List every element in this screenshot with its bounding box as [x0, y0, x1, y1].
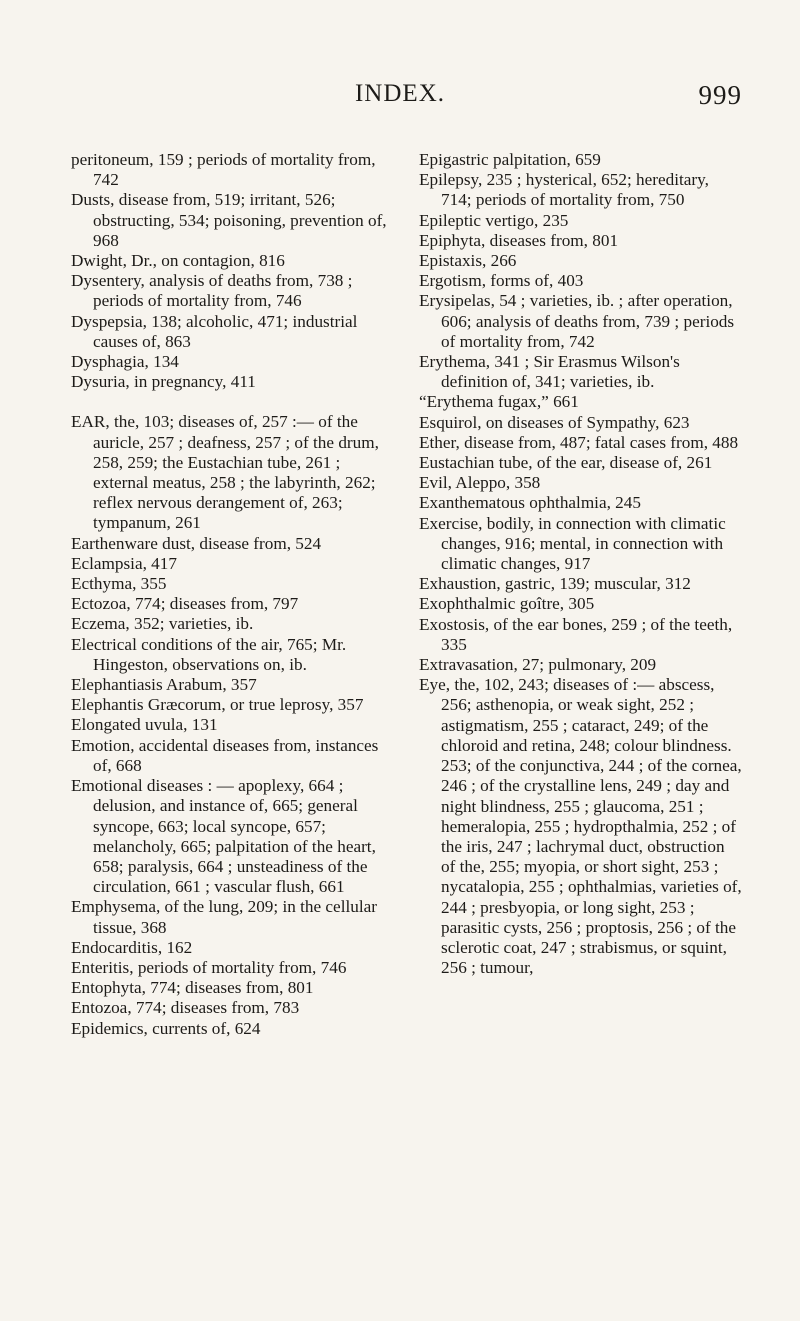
index-entry: Ether, disease from, 487; fatal cases from, 488	[419, 432, 739, 452]
index-entry: Epistaxis, 266	[419, 251, 517, 271]
index-entry: Epilepsy, 235 ; hysterical, 652; hereditary, 714; periods of mortality from, 750	[419, 170, 709, 210]
index-entry: Ectozoa, 774; diseases from, 797	[71, 594, 299, 614]
index-entry: Dusts, disease from, 519; irritant, 526; obstructing, 534; poisoning, prevention of, 968	[71, 190, 387, 250]
index-entry: Exanthematous ophthalmia, 245	[419, 493, 641, 513]
index-entry: peritoneum, 159 ; periods of mortality from, 742	[71, 150, 376, 190]
index-entry: Ergotism, forms of, 403	[419, 271, 584, 291]
index-entry: Esquirol, on diseases of Sympathy, 623	[419, 412, 690, 432]
index-entry: Elephantiasis Arabum, 357	[71, 675, 257, 695]
index-entry: Eczema, 352; varieties, ib.	[71, 614, 254, 634]
index-entry: Eclampsia, 417	[71, 553, 177, 573]
index-entry: Epidemics, currents of, 624	[71, 1018, 261, 1038]
index-entry: Enteritis, periods of mortality from, 746	[71, 957, 347, 977]
index-entry: Epigastric palpitation, 659	[419, 150, 601, 169]
index-entry: Exhaustion, gastric, 139; muscular, 312	[419, 574, 691, 594]
index-entry: Extravasation, 27; pulmonary, 209	[419, 655, 657, 675]
index-entry: Ecthyma, 355	[71, 574, 167, 594]
right-index-column	[419, 150, 743, 978]
running-title: INDEX.	[354, 80, 445, 107]
index-entry: Earthenware dust, disease from, 524	[71, 533, 322, 553]
index-entry: Exostosis, of the ear bones, 259 ; of the teeth, 335	[419, 614, 733, 654]
index-entry: Dwight, Dr., on contagion, 816	[71, 251, 285, 271]
index-entry: Exophthalmic goître, 305	[419, 594, 595, 614]
index-entry: EAR, the, 103; diseases of, 257 :— of the auricle, 257 ; deafness, 257 ; of the drum, 258, 259; the Eustachian tube, 261 ; external meatus, 258 ; the labyrinth, 262; reflex nervous derangement of, 263; tympanum, 261	[71, 412, 379, 533]
left-index-column	[71, 150, 393, 1039]
index-entry: Erythema, 341 ; Sir Erasmus Wilson's definition of, 341; varieties, ib.	[419, 352, 680, 392]
index-entry: Exercise, bodily, in connection with climatic changes, 916; mental, in connection with climatic changes, 917	[419, 513, 726, 574]
index-entry: Erysipelas, 54 ; varieties, ib. ; after operation, 606; analysis of deaths from, 739 ; periods of mortality from, 742	[419, 291, 735, 351]
index-entry: Epileptic vertigo, 235	[419, 210, 569, 230]
index-entry: Elongated uvula, 131	[71, 715, 218, 735]
index-entry: “Erythema fugax,” 661	[419, 392, 579, 412]
index-entry: Endocarditis, 162	[71, 937, 193, 957]
page-header	[0, 80, 800, 120]
index-entry: Epiphyta, diseases from, 801	[419, 230, 619, 250]
index-entry: Elephantis Græcorum, or true leprosy, 357	[71, 695, 364, 715]
index-entry: Emotional diseases : — apoplexy, 664 ; delusion, and instance of, 665; general syncope, 663; local syncope, 657; melancholy, 665; palpitation of the heart, 658; paralysis, 664 ; unsteadiness of the circulation, 661 ; vascular flush, 661	[71, 776, 376, 897]
index-entry: Dysentery, analysis of deaths from, 738 ; periods of mortality from, 746	[71, 271, 353, 311]
index-entry: Emotion, accidental diseases from, instances of, 668	[71, 735, 379, 775]
index-entry: Eustachian tube, of the ear, disease of, 261	[419, 453, 713, 473]
index-entry: Dyspepsia, 138; alcoholic, 471; industrial causes of, 863	[71, 311, 358, 351]
page-number: 999	[698, 80, 742, 110]
index-entry: Dysphagia, 134	[71, 352, 179, 372]
index-entry: Evil, Aleppo, 358	[419, 473, 541, 493]
index-entry: Entozoa, 774; diseases from, 783	[71, 998, 300, 1018]
index-entry: Electrical conditions of the air, 765; Mr. Hingeston, observations on, ib.	[71, 634, 347, 674]
index-entry: Emphysema, of the lung, 209; in the cellular tissue, 368	[71, 897, 377, 937]
index-entry: Eye, the, 102, 243; diseases of :— abscess, 256; asthenopia, or weak sight, 252 ; astigmatism, 255 ; cataract, 249; of the chloroid and retina, 248; colour blindness. 253; of the conjunctiva, 244 ; of the cornea, 246 ; of the crystalline lens, 249 ; day and night blindness, 255 ; glaucoma, 251 ; hemeralopia, 255 ; hydropthalmia, 252 ; of the iris, 247 ; lachrymal duct, obstruction of the, 255; myopia, or short sight, 253 ; nycatalopia, 255 ; ophthalmias, varieties of, 244 ; presbyopia, or long sight, 253 ; parasitic cysts, 256 ; proptosis, 256 ; of the sclerotic coat, 247 ; strabismus, or squint, 256 ; tumour,	[419, 675, 742, 978]
index-entry: Dysuria, in pregnancy, 411	[71, 372, 256, 392]
index-entry: Entophyta, 774; diseases from, 801	[71, 978, 314, 998]
